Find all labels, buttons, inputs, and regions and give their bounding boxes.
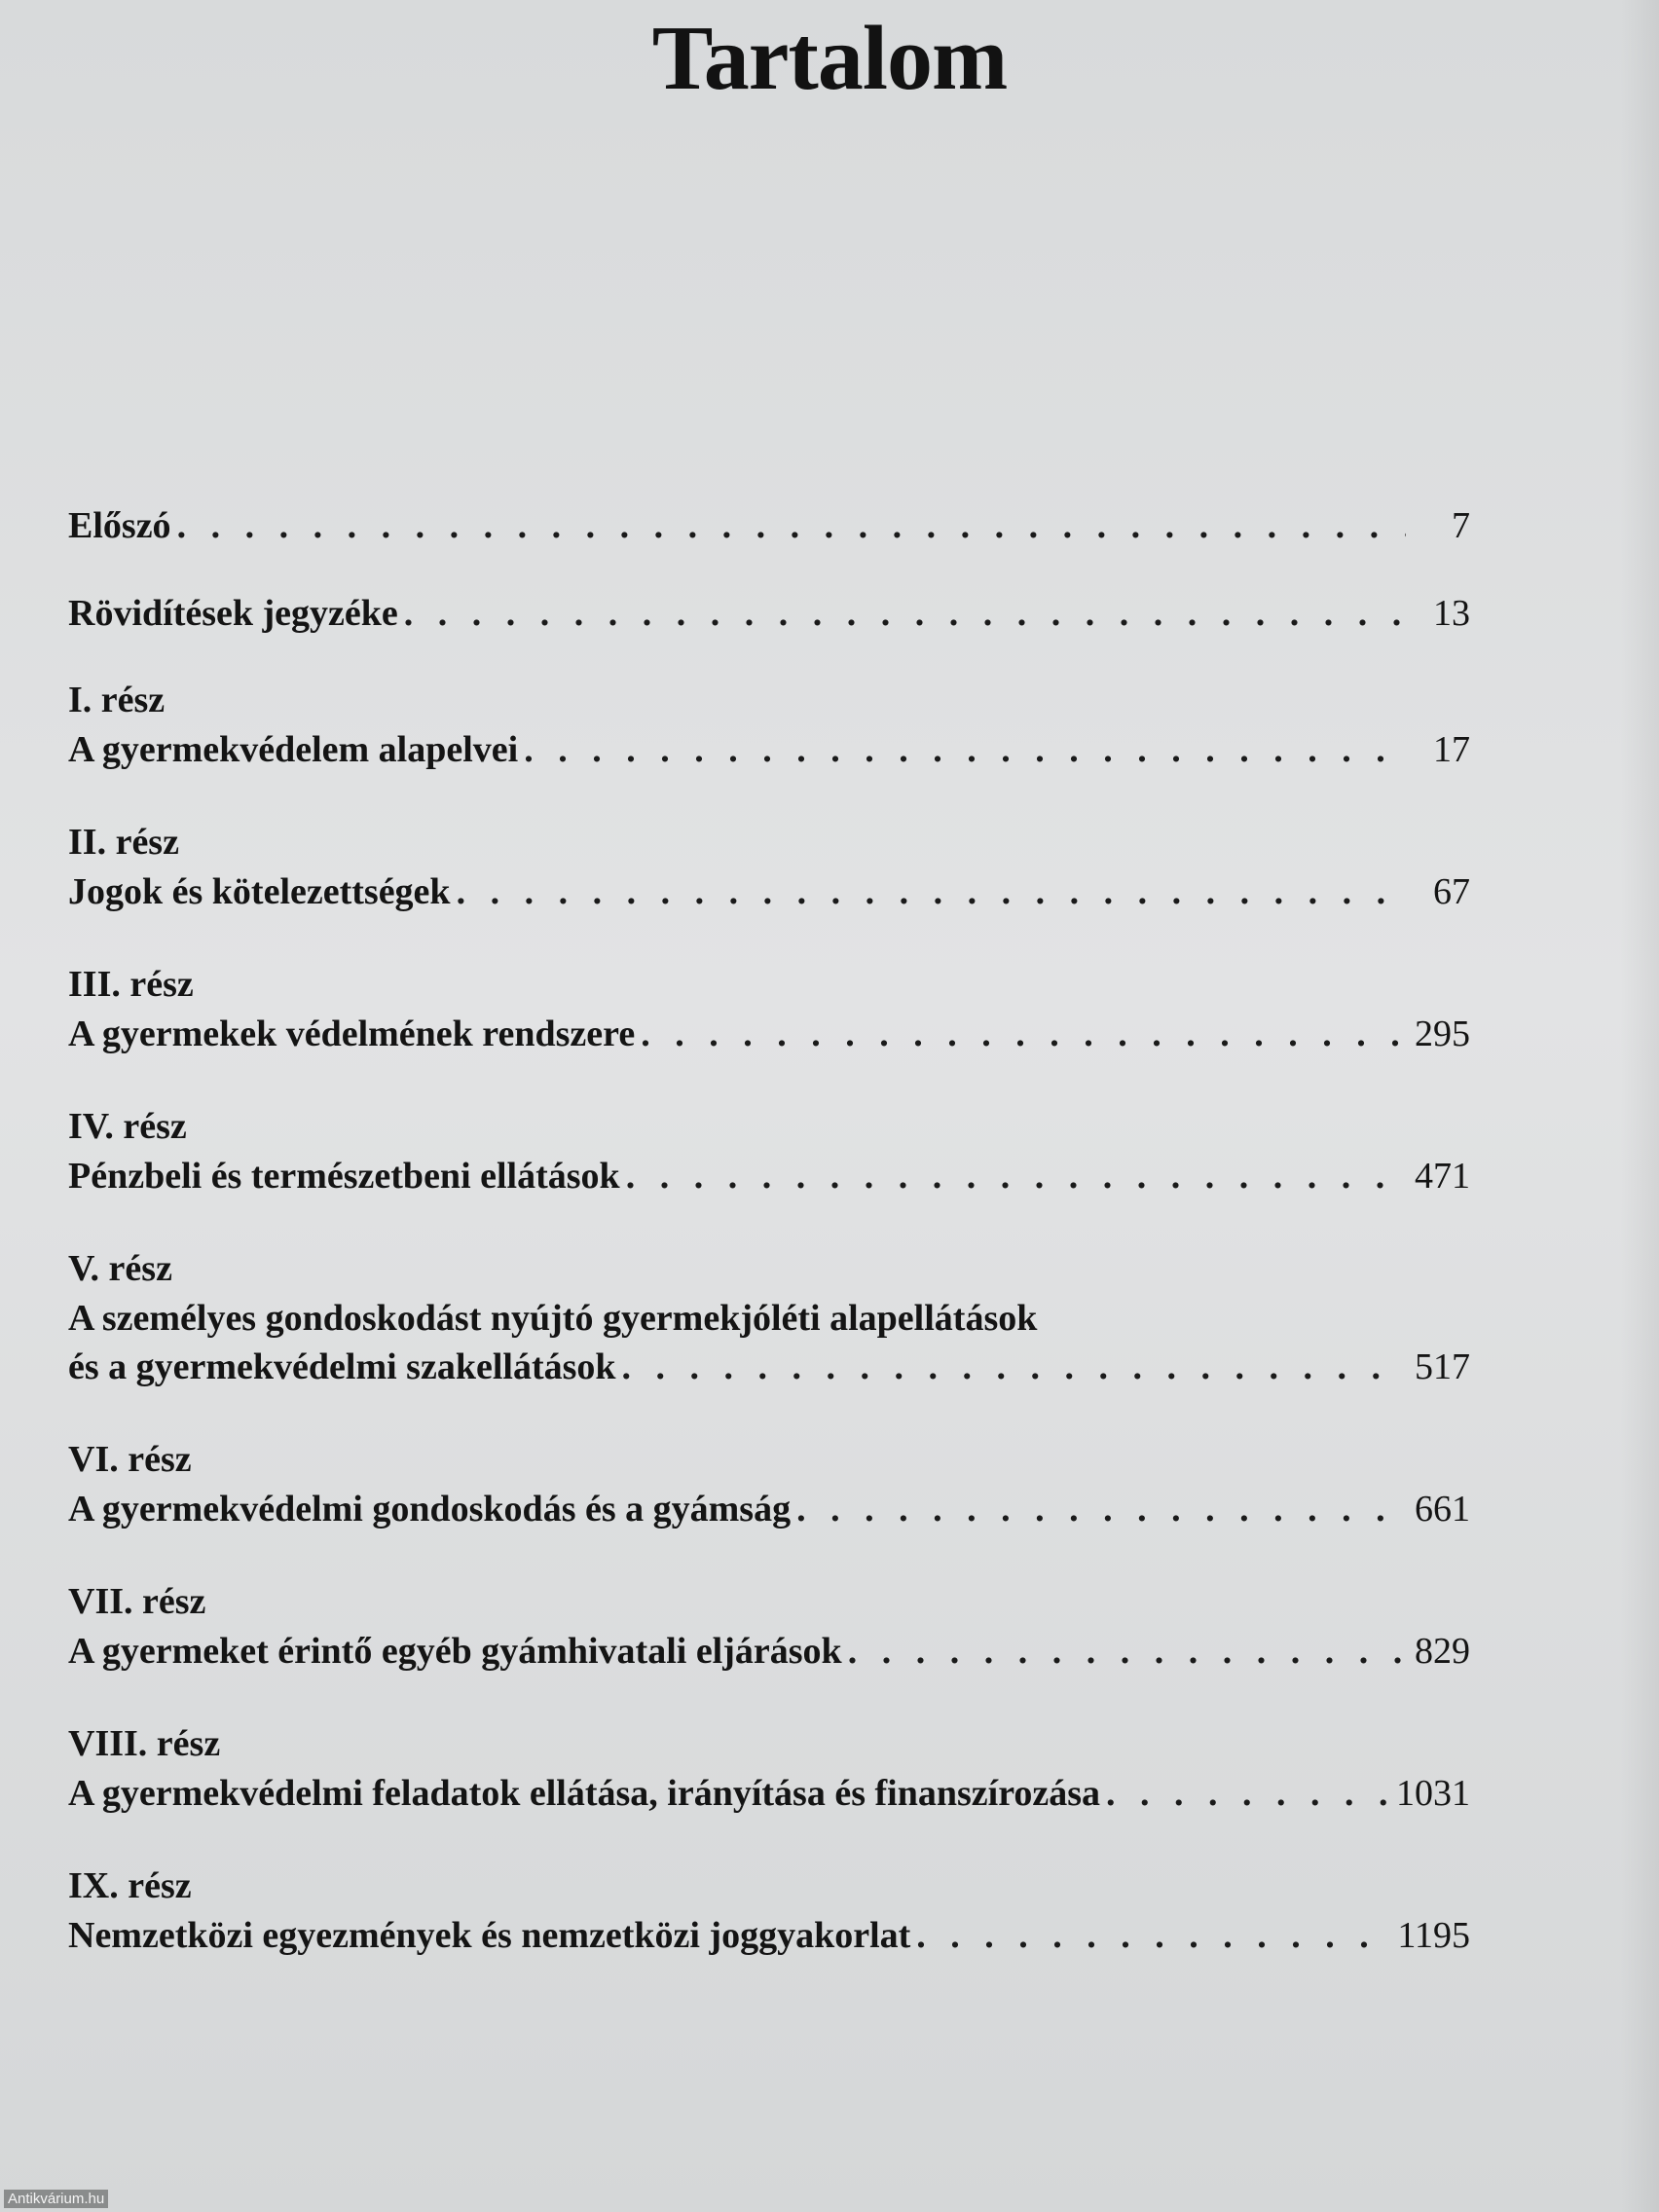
toc-entry-title: és a gyermekvédelmi szakellátások <box>68 1346 616 1387</box>
toc-entry-part-5 <box>68 1245 1470 1391</box>
toc-entry-title: A gyermekek védelmének rendszere <box>68 1014 636 1054</box>
leader-dots <box>177 501 1406 550</box>
leader-dots <box>622 1343 1406 1391</box>
toc-line <box>68 1627 1470 1676</box>
toc-entry-title-line1: A személyes gondoskodást nyújtó gyermekjóléti alapellátások <box>68 1298 1038 1339</box>
toc-entry-title: Nemzetközi egyezmények és nemzetközi joggyakorlat <box>68 1915 911 1956</box>
toc-entry-part-2 <box>68 819 1470 916</box>
toc-entry-title: A gyermeket érintő egyéb gyámhivatali eljárások <box>68 1631 842 1672</box>
leader-dots <box>524 725 1406 774</box>
toc-page-number: 7 <box>1452 505 1470 546</box>
page-title: Tartalom <box>651 8 1008 109</box>
toc-part-label: III. rész <box>68 964 194 1005</box>
toc-part-label: I. rész <box>68 680 166 720</box>
toc-page-number: 67 <box>1433 871 1470 912</box>
toc-page-number: 1195 <box>1397 1915 1470 1956</box>
leader-dots <box>848 1627 1406 1676</box>
leader-dots <box>796 1485 1406 1533</box>
toc-entry-part-1 <box>68 677 1470 774</box>
toc-line <box>68 589 1470 638</box>
leader-dots <box>641 1010 1406 1058</box>
toc-page-number: 471 <box>1415 1156 1470 1197</box>
leader-dots <box>404 589 1406 638</box>
toc-entry-title: A gyermekvédelem alapelvei <box>68 729 519 770</box>
toc-entry-rovidítesek <box>68 589 1470 638</box>
toc-line <box>68 1343 1470 1391</box>
toc-line <box>68 1911 1470 1960</box>
toc-line <box>68 1010 1470 1058</box>
toc-page-number: 17 <box>1433 729 1470 770</box>
toc-part-label: VI. rész <box>68 1439 192 1480</box>
toc-part-label: IX. rész <box>68 1865 192 1906</box>
toc-line <box>68 1485 1470 1533</box>
toc-entry-title: Pénzbeli és természetbeni ellátások <box>68 1156 620 1197</box>
leader-dots <box>457 867 1406 916</box>
toc-line <box>68 1152 1470 1200</box>
toc-entry-part-8 <box>68 1720 1470 1818</box>
toc-part-label: V. rész <box>68 1248 172 1289</box>
toc-page-number: 295 <box>1415 1014 1470 1054</box>
site-watermark: Antikvárium.hu <box>4 2190 108 2208</box>
toc-page-number: 517 <box>1415 1346 1470 1387</box>
toc-entry-title: A gyermekvédelmi feladatok ellátása, irányítása és finanszírozása <box>68 1773 1101 1814</box>
toc-entry-title: Rövidítések jegyzéke <box>68 593 398 634</box>
toc-line <box>68 867 1470 916</box>
toc-page-number: 829 <box>1415 1631 1470 1672</box>
table-of-contents <box>68 501 1470 2005</box>
toc-entry-part-6 <box>68 1436 1470 1533</box>
toc-line <box>68 1769 1470 1818</box>
toc-part-label: VIII. rész <box>68 1723 221 1764</box>
toc-page-number: 661 <box>1415 1489 1470 1530</box>
leader-dots <box>916 1911 1391 1960</box>
toc-page-number: 1031 <box>1396 1773 1470 1814</box>
toc-part-label: II. rész <box>68 822 179 863</box>
toc-entry-part-4 <box>68 1103 1470 1200</box>
toc-part-label: IV. rész <box>68 1106 187 1147</box>
toc-entry-title: A gyermekvédelmi gondoskodás és a gyámság <box>68 1489 792 1530</box>
page-edge-shadow <box>1620 0 1659 2212</box>
toc-page-number: 13 <box>1433 593 1470 634</box>
toc-line <box>68 501 1470 550</box>
toc-entry-title: Előszó <box>68 505 171 546</box>
toc-entry-eloszo <box>68 501 1470 550</box>
toc-entry-part-9 <box>68 1862 1470 1960</box>
toc-entry-title: Jogok és kötelezettségek <box>68 871 451 912</box>
toc-entry-part-7 <box>68 1578 1470 1676</box>
toc-entry-part-3 <box>68 961 1470 1058</box>
leader-dots <box>1106 1769 1390 1818</box>
leader-dots <box>626 1152 1406 1200</box>
toc-part-label: VII. rész <box>68 1581 206 1622</box>
toc-line <box>68 725 1470 774</box>
